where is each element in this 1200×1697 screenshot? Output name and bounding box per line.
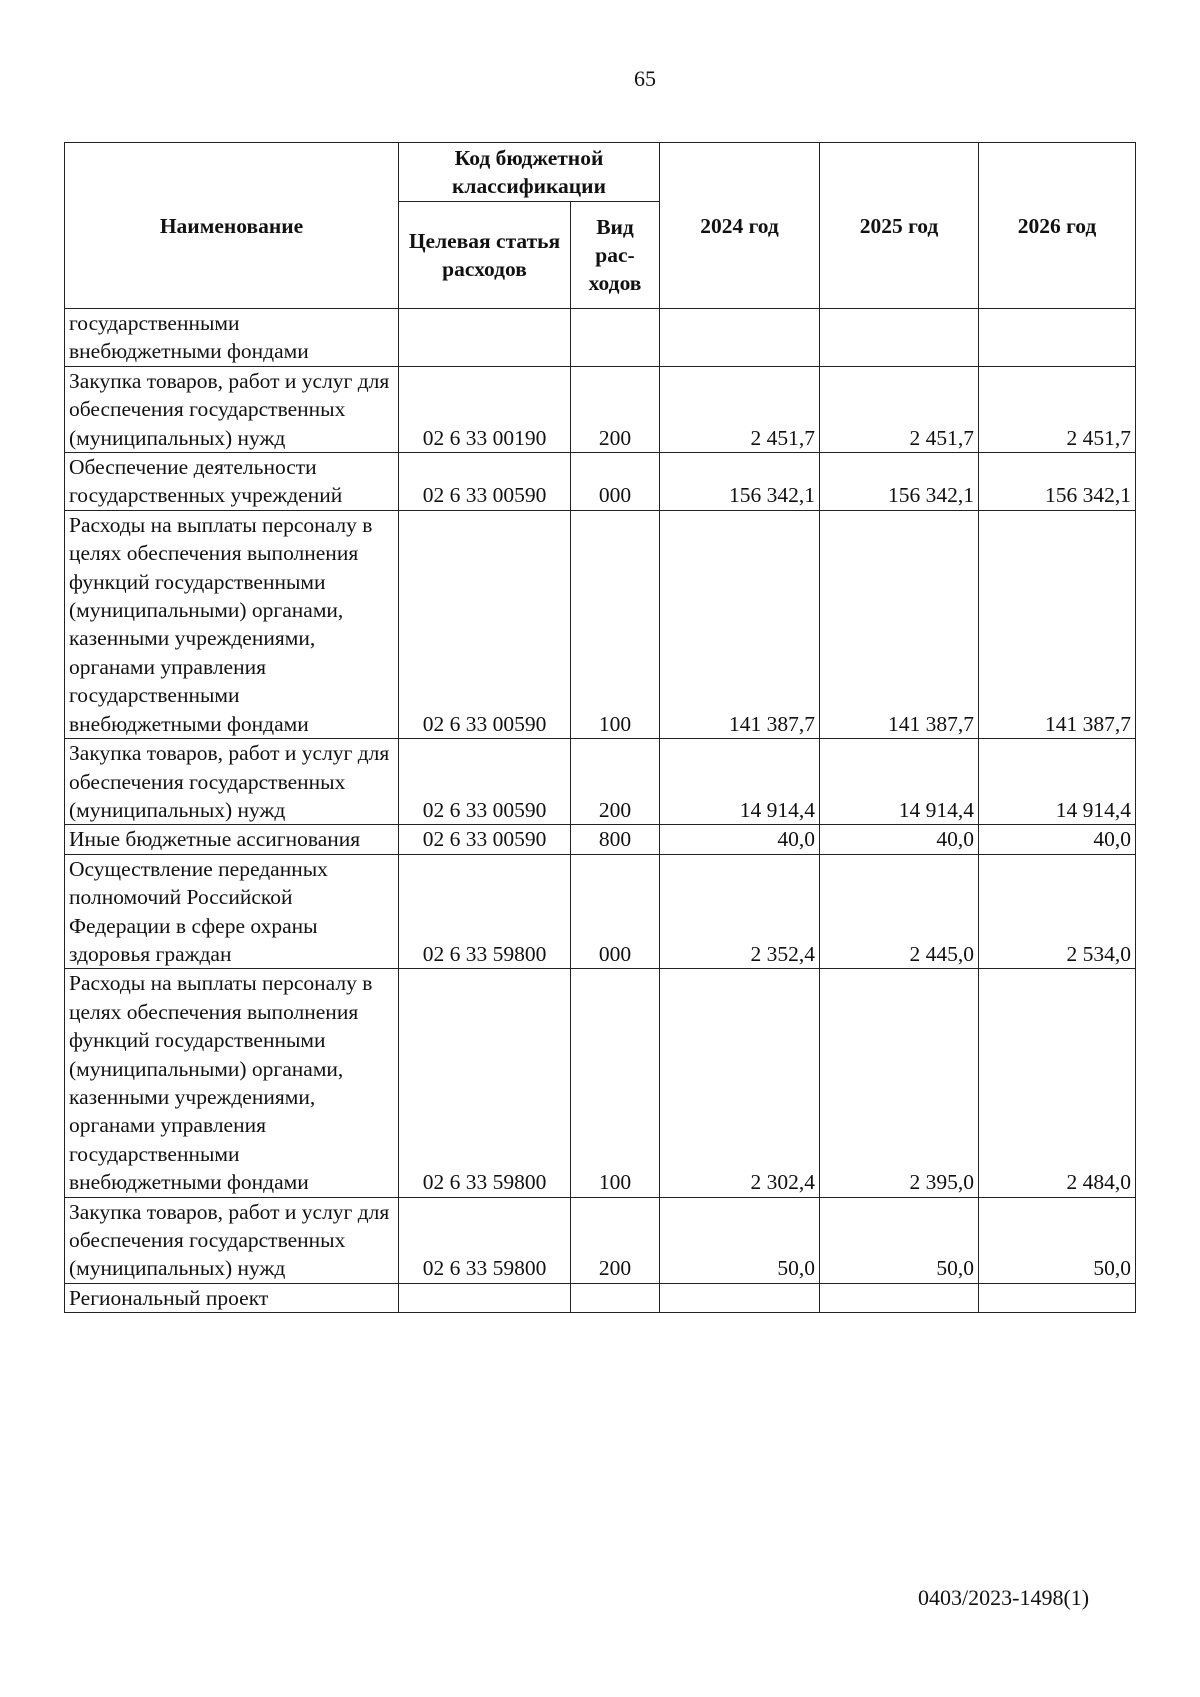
table-header	[65, 143, 1136, 309]
row-value-2024: 40,0	[660, 825, 820, 854]
column-header-name: Наименование	[65, 143, 399, 309]
row-name: Осуществление переданных полномочий Российской Федерации в сфере охраны здоровья граждан	[65, 854, 399, 969]
row-value-2026: 50,0	[979, 1197, 1136, 1283]
row-value-2024: 14 914,4	[660, 739, 820, 825]
column-header-target-article: Целевая статья расходов	[399, 202, 571, 309]
row-value-2025: 2 395,0	[820, 969, 979, 1197]
table-row	[65, 309, 1136, 367]
row-value-2026: 14 914,4	[979, 739, 1136, 825]
row-name: Обеспечение деятельности государственных учреждений	[65, 453, 399, 511]
row-value-2024: 50,0	[660, 1197, 820, 1283]
row-value-2026: 40,0	[979, 825, 1136, 854]
row-value-2025: 50,0	[820, 1197, 979, 1283]
column-header-2026: 2026 год	[979, 143, 1136, 309]
row-value-2025: 141 387,7	[820, 510, 979, 738]
row-value-2025	[820, 1283, 979, 1312]
table-row	[65, 453, 1136, 511]
column-header-2024: 2024 год	[660, 143, 820, 309]
row-expense-type	[571, 1283, 660, 1312]
row-expense-type: 200	[571, 366, 660, 452]
row-target-article: 02 6 33 00590	[399, 510, 571, 738]
row-target-article: 02 6 33 00590	[399, 739, 571, 825]
table-row	[65, 969, 1136, 1197]
row-target-article: 02 6 33 00190	[399, 366, 571, 452]
row-name: государственными внебюджетными фондами	[65, 309, 399, 367]
row-value-2025: 14 914,4	[820, 739, 979, 825]
row-name: Расходы на выплаты персоналу в целях обеспечения выполнения функций государственными (муниципальными) органами, казенными учреждениями, органами управления государственными внебюджетными фондами	[65, 510, 399, 738]
column-header-expense-type: Вид рас-ходов	[571, 202, 660, 309]
row-value-2026	[979, 1283, 1136, 1312]
table-row	[65, 739, 1136, 825]
row-name: Закупка товаров, работ и услуг для обеспечения государственных (муниципальных) нужд	[65, 366, 399, 452]
document-code: 0403/2023-1498(1)	[918, 1585, 1090, 1610]
row-value-2024: 156 342,1	[660, 453, 820, 511]
row-target-article: 02 6 33 59800	[399, 854, 571, 969]
row-name: Закупка товаров, работ и услуг для обеспечения государственных (муниципальных) нужд	[65, 739, 399, 825]
row-value-2025: 156 342,1	[820, 453, 979, 511]
budget-table	[64, 142, 1136, 1313]
row-value-2024	[660, 1283, 820, 1312]
row-value-2026: 2 451,7	[979, 366, 1136, 452]
row-expense-type: 200	[571, 739, 660, 825]
table-row	[65, 366, 1136, 452]
row-target-article: 02 6 33 59800	[399, 1197, 571, 1283]
row-expense-type	[571, 309, 660, 367]
row-value-2025: 2 445,0	[820, 854, 979, 969]
row-value-2024: 2 451,7	[660, 366, 820, 452]
row-target-article: 02 6 33 59800	[399, 969, 571, 1197]
row-expense-type: 100	[571, 510, 660, 738]
row-target-article	[399, 309, 571, 367]
table-row	[65, 1197, 1136, 1283]
row-expense-type: 000	[571, 854, 660, 969]
row-value-2025	[820, 309, 979, 367]
row-expense-type: 800	[571, 825, 660, 854]
row-expense-type: 200	[571, 1197, 660, 1283]
row-name: Региональный проект	[65, 1283, 399, 1312]
row-value-2026: 141 387,7	[979, 510, 1136, 738]
row-value-2026: 2 484,0	[979, 969, 1136, 1197]
table-row	[65, 510, 1136, 738]
row-name: Расходы на выплаты персоналу в целях обеспечения выполнения функций государственными (муниципальными) органами, казенными учреждениями, органами управления государственными внебюджетными фондами	[65, 969, 399, 1197]
column-header-code-group: Код бюджетной классификации	[399, 143, 660, 202]
row-value-2025: 2 451,7	[820, 366, 979, 452]
column-header-2025: 2025 год	[820, 143, 979, 309]
row-value-2026: 2 534,0	[979, 854, 1136, 969]
row-value-2024: 2 352,4	[660, 854, 820, 969]
row-target-article: 02 6 33 00590	[399, 453, 571, 511]
table-row	[65, 1283, 1136, 1312]
row-value-2024: 141 387,7	[660, 510, 820, 738]
page-number: 65	[634, 66, 656, 91]
row-value-2026	[979, 309, 1136, 367]
row-expense-type: 000	[571, 453, 660, 511]
row-value-2024	[660, 309, 820, 367]
row-name: Иные бюджетные ассигнования	[65, 825, 399, 854]
row-expense-type: 100	[571, 969, 660, 1197]
row-name: Закупка товаров, работ и услуг для обеспечения государственных (муниципальных) нужд	[65, 1197, 399, 1283]
row-target-article	[399, 1283, 571, 1312]
row-value-2026: 156 342,1	[979, 453, 1136, 511]
table-row	[65, 854, 1136, 969]
row-value-2025: 40,0	[820, 825, 979, 854]
table-row	[65, 825, 1136, 854]
row-target-article: 02 6 33 00590	[399, 825, 571, 854]
row-value-2024: 2 302,4	[660, 969, 820, 1197]
table-body	[65, 309, 1136, 1313]
